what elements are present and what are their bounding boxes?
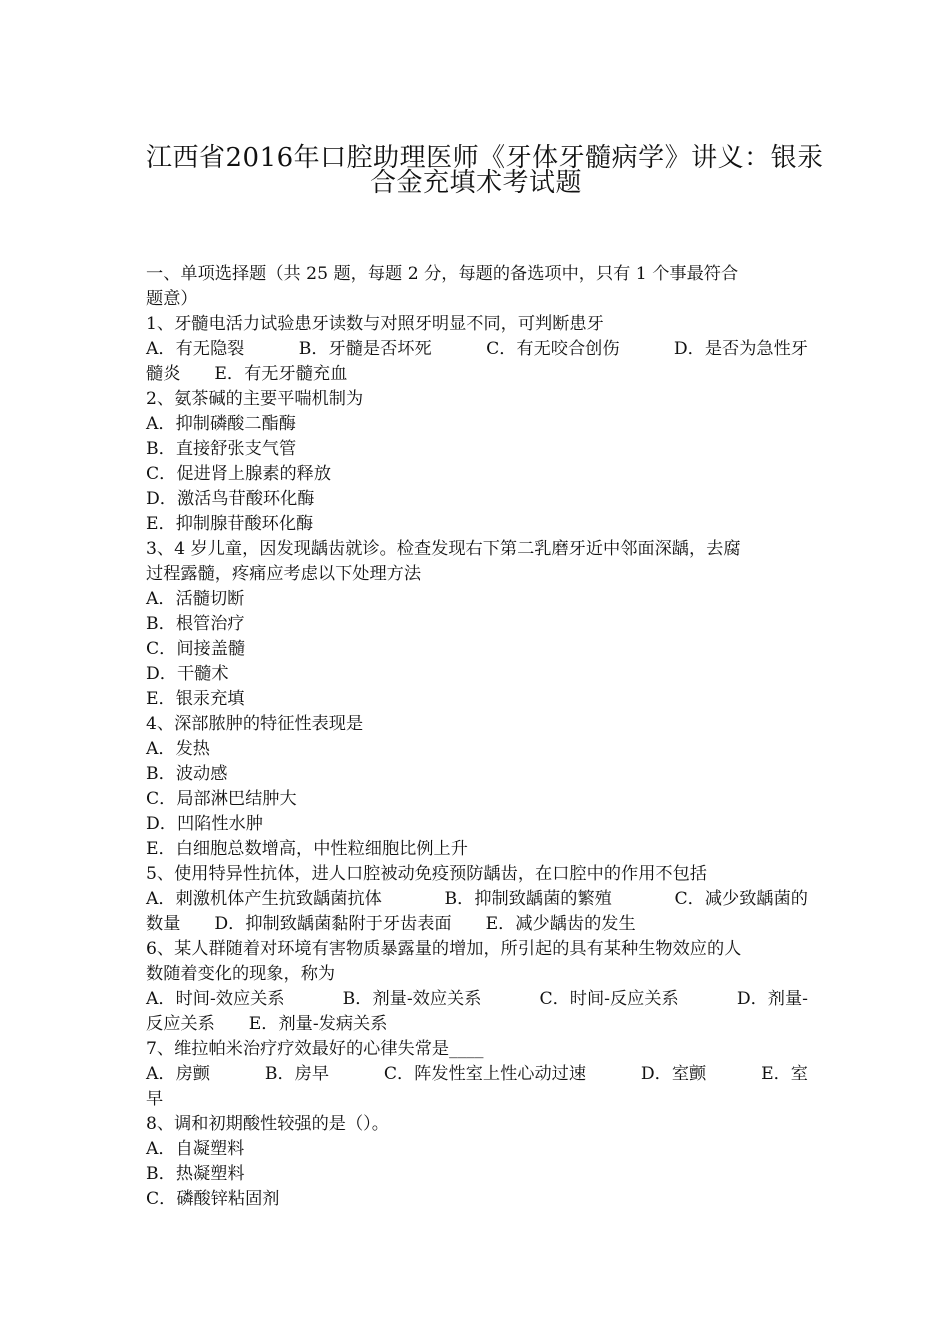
question-7-option-b: B．房早 bbox=[264, 1064, 330, 1084]
question-5-option-e: E．减少龋齿的发生 bbox=[485, 914, 636, 934]
question-3-option-c: C．间接盖髓 bbox=[146, 639, 246, 659]
question-8-option-c: C．磷酸锌粘固剂 bbox=[146, 1189, 280, 1209]
question-5-option-b: B．抑制致龋菌的繁殖 bbox=[444, 889, 612, 909]
question-7-options-row-1 bbox=[146, 1062, 808, 1087]
question-2-stem: 2、氨茶碱的主要平喘机制为 bbox=[146, 389, 364, 409]
question-1-option-b: B．牙髓是否坏死 bbox=[298, 339, 432, 359]
question-8-option-a: A．自凝塑料 bbox=[146, 1139, 245, 1159]
question-5-option-c-cont: 数量 bbox=[146, 914, 181, 934]
question-5-options-row-2 bbox=[146, 912, 808, 937]
question-2-option-b: B．直接舒张支气管 bbox=[146, 439, 297, 459]
question-3-option-b: B．根管治疗 bbox=[146, 614, 245, 634]
question-6-options-row-2 bbox=[146, 1012, 808, 1037]
question-5-option-d: D．抑制致龋菌黏附于牙齿表面 bbox=[214, 914, 452, 934]
question-6-option-b: B．剂量-效应关系 bbox=[342, 989, 482, 1009]
question-7-stem: 7、维拉帕米治疗疗效最好的心律失常是____ bbox=[146, 1039, 484, 1059]
question-5-options-row-1 bbox=[146, 887, 808, 912]
title-line-1: 江西省2016年口腔助理医师《牙体牙髓病学》讲义：银汞 bbox=[146, 143, 824, 173]
question-4-option-d: D．凹陷性水肿 bbox=[146, 814, 263, 834]
question-4-option-a: A．发热 bbox=[146, 739, 210, 759]
question-6-options-row-1 bbox=[146, 987, 808, 1012]
question-4-option-c: C．局部淋巴结肿大 bbox=[146, 789, 297, 809]
question-6-option-d: D．剂量- bbox=[736, 989, 808, 1009]
title-line-2: 合金充填术考试题 bbox=[369, 168, 582, 198]
question-1-option-a: A．有无隐裂 bbox=[146, 339, 245, 359]
question-1-option-e: E．有无牙髓充血 bbox=[214, 364, 348, 384]
question-7-option-e: E．室 bbox=[761, 1064, 808, 1084]
question-2-option-c: C．促进肾上腺素的释放 bbox=[146, 464, 332, 484]
question-4-stem: 4、深部脓肿的特征性表现是 bbox=[146, 714, 364, 734]
question-1-option-d-cont: 髓炎 bbox=[146, 364, 181, 384]
question-7-option-c: C．阵发性室上性心动过速 bbox=[383, 1064, 587, 1084]
question-2-option-d: D．激活鸟苷酸环化酶 bbox=[146, 489, 315, 509]
question-6-stem-line-1: 6、某人群随着对环境有害物质暴露量的增加，所引起的具有某种生物效应的人 bbox=[146, 939, 742, 959]
question-7-option-a: A．房颤 bbox=[146, 1064, 210, 1084]
question-5-stem: 5、使用特异性抗体，进人口腔被动免疫预防龋齿，在口腔中的作用不包括 bbox=[146, 864, 707, 884]
question-3-stem-line-1: 3、4 岁儿童，因发现龋齿就诊。检查发现右下第二乳磨牙近中邻面深龋，去腐 bbox=[146, 539, 741, 559]
document-title bbox=[146, 134, 824, 198]
question-3-stem-line-2: 过程露髓，疼痛应考虑以下处理方法 bbox=[146, 564, 422, 584]
question-7-option-d: D．室颤 bbox=[640, 1064, 707, 1084]
question-1-option-c: C．有无咬合创伤 bbox=[486, 339, 620, 359]
question-6-option-c: C．时间-反应关系 bbox=[539, 989, 679, 1009]
question-8-stem: 8、调和初期酸性较强的是（）。 bbox=[146, 1114, 389, 1134]
question-8-option-b: B．热凝塑料 bbox=[146, 1164, 245, 1184]
question-4-option-b: B．波动感 bbox=[146, 764, 228, 784]
question-3-option-a: A．活髓切断 bbox=[146, 589, 245, 609]
question-6-stem-line-2: 数随着变化的现象，称为 bbox=[146, 964, 336, 984]
question-6-option-a: A．时间-效应关系 bbox=[146, 989, 285, 1009]
question-6-option-e: E．剂量-发病关系 bbox=[248, 1014, 388, 1034]
question-1-options-row-2 bbox=[146, 362, 808, 387]
question-2-option-e: E．抑制腺苷酸环化酶 bbox=[146, 514, 314, 534]
question-5-option-c: C．减少致龋菌的 bbox=[674, 889, 808, 909]
section-heading-line-1: 一、单项选择题（共 25 题，每题 2 分，每题的备选项中，只有 1 个事最符合 bbox=[146, 264, 739, 284]
question-3-option-d: D．干髓术 bbox=[146, 664, 229, 684]
question-1-option-d: D．是否为急性牙 bbox=[673, 339, 808, 359]
question-1-options-row-1 bbox=[146, 337, 808, 362]
question-6-option-d-cont: 反应关系 bbox=[146, 1014, 215, 1034]
section-heading-line-2: 题意） bbox=[146, 289, 198, 309]
question-5-option-a: A．刺激机体产生抗致龋菌抗体 bbox=[146, 889, 382, 909]
question-1-stem: 1、牙髓电活力试验患牙读数与对照牙明显不同，可判断患牙 bbox=[146, 314, 604, 334]
question-4-option-e: E．白细胞总数增高，中性粒细胞比例上升 bbox=[146, 839, 468, 859]
document-body bbox=[146, 262, 808, 1212]
question-2-option-a: A．抑制磷酸二酯酶 bbox=[146, 414, 296, 434]
question-3-option-e: E．银汞充填 bbox=[146, 689, 245, 709]
question-7-option-e-cont: 早 bbox=[146, 1089, 164, 1109]
